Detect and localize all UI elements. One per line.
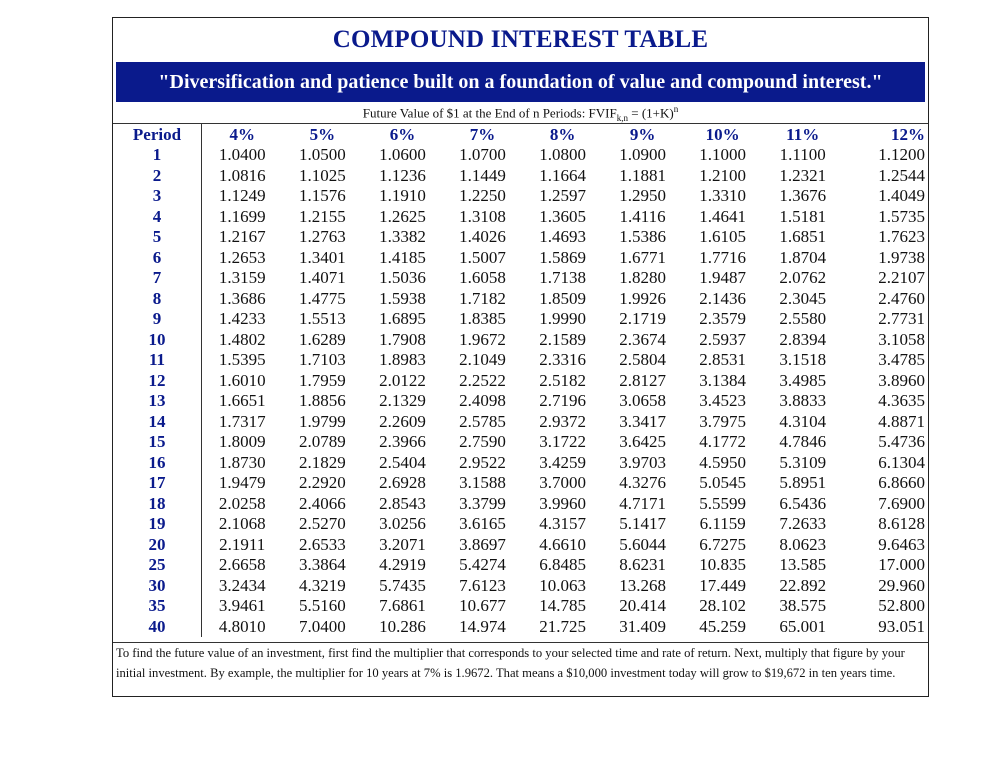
value-cell: 1.7138: [539, 268, 586, 288]
value-cell: 1.6895: [379, 309, 426, 329]
value-cell: 2.0789: [299, 432, 346, 452]
value-cell: 1.9990: [539, 309, 586, 329]
rate-column-header: 12%: [891, 124, 925, 144]
table-row: [113, 514, 928, 535]
period-cell: 3: [113, 186, 202, 207]
value-cell: 1.7103: [299, 350, 346, 370]
value-cell: 1.1699: [218, 206, 266, 226]
value-cell: 1.1249: [218, 186, 266, 206]
table-header-row: [113, 124, 928, 145]
period-cell: 19: [113, 514, 202, 535]
value-cell: 2.2609: [379, 411, 426, 431]
value-cell: 4.7171: [619, 493, 666, 513]
value-cell: 20.414: [619, 596, 666, 616]
value-cell: 2.6658: [218, 555, 266, 575]
period-cell: 1: [113, 145, 202, 166]
value-cell: 1.6851: [779, 227, 827, 247]
value-cell: 5.6044: [619, 534, 666, 554]
value-cell: 1.0700: [459, 145, 506, 165]
value-cell: 38.575: [779, 596, 827, 616]
value-cell: 1.0600: [379, 145, 426, 165]
rate-column-header: 7%: [469, 124, 496, 144]
value-cell: 1.1910: [379, 186, 426, 206]
table-row: [113, 494, 928, 515]
value-cell: 1.9926: [619, 288, 666, 308]
period-cell: 4: [113, 207, 202, 228]
value-cell: 4.6610: [539, 534, 586, 554]
value-cell: 1.8385: [459, 309, 506, 329]
value-cell: 4.3276: [619, 473, 666, 493]
value-cell: 7.6123: [459, 575, 506, 595]
table-row: [113, 309, 928, 330]
value-cell: 4.3104: [779, 411, 827, 431]
value-cell: 4.3635: [878, 391, 925, 411]
rate-column-header: 9%: [629, 124, 656, 144]
period-cell: 20: [113, 535, 202, 556]
table-row: [113, 371, 928, 392]
subtitle-prefix: Future Value of $1 at the End of n Periods: FVIF: [362, 105, 617, 121]
table-row: [113, 535, 928, 556]
value-cell: 2.2522: [459, 370, 506, 390]
value-cell: 3.0256: [379, 514, 426, 534]
value-cell: 7.6900: [878, 493, 925, 513]
value-cell: 8.6231: [619, 555, 666, 575]
value-cell: 2.8531: [699, 350, 747, 370]
value-cell: 3.4259: [539, 452, 586, 472]
value-cell: 1.5869: [539, 247, 586, 267]
value-cell: 1.9738: [878, 247, 925, 267]
value-cell: 2.4098: [459, 391, 506, 411]
value-cell: 1.1100: [779, 145, 826, 165]
value-cell: 52.800: [878, 596, 925, 616]
value-cell: 1.1664: [539, 165, 586, 185]
value-cell: 6.5436: [779, 493, 827, 513]
value-cell: 1.0400: [218, 145, 266, 165]
value-cell: 2.1589: [539, 329, 586, 349]
period-cell: 30: [113, 576, 202, 597]
value-cell: 10.286: [379, 616, 426, 636]
table-row: [113, 473, 928, 494]
table-row: [113, 207, 928, 228]
table-row: [113, 166, 928, 187]
value-cell: 3.8833: [779, 391, 827, 411]
value-cell: 2.4066: [299, 493, 346, 513]
value-cell: 2.5804: [619, 350, 666, 370]
document-frame: [112, 17, 929, 697]
value-cell: 3.1058: [878, 329, 925, 349]
value-cell: 2.7731: [878, 309, 925, 329]
value-cell: 2.9522: [459, 452, 506, 472]
value-cell: 3.6165: [459, 514, 506, 534]
value-cell: 21.725: [539, 616, 586, 636]
value-cell: 3.4785: [878, 350, 925, 370]
value-cell: 2.5580: [779, 309, 827, 329]
table-row: [113, 289, 928, 310]
period-cell: 11: [113, 350, 202, 371]
table-row: [113, 248, 928, 269]
value-cell: 2.8394: [779, 329, 827, 349]
value-cell: 5.3109: [779, 452, 827, 472]
value-cell: 2.5182: [539, 370, 586, 390]
value-cell: 1.2763: [299, 227, 346, 247]
value-cell: 3.1722: [539, 432, 586, 452]
value-cell: 2.5270: [299, 514, 346, 534]
value-cell: 1.5181: [779, 206, 827, 226]
value-cell: 1.9799: [299, 411, 346, 431]
value-cell: 1.5938: [379, 288, 426, 308]
value-cell: 1.2100: [699, 165, 747, 185]
value-cell: 3.9461: [218, 596, 266, 616]
value-cell: 3.4985: [779, 370, 827, 390]
table-row: [113, 453, 928, 474]
period-cell: 8: [113, 289, 202, 310]
value-cell: 10.677: [459, 596, 506, 616]
value-cell: 1.3401: [299, 247, 346, 267]
value-cell: 1.9487: [699, 268, 747, 288]
value-cell: 3.2071: [379, 534, 426, 554]
value-cell: 9.6463: [878, 534, 925, 554]
table-row: [113, 617, 928, 638]
period-cell: 14: [113, 412, 202, 433]
value-cell: 2.1719: [619, 309, 666, 329]
value-cell: 1.8704: [779, 247, 827, 267]
value-cell: 22.892: [779, 575, 827, 595]
value-cell: 1.6105: [699, 227, 747, 247]
value-cell: 1.8009: [218, 432, 266, 452]
value-cell: 1.0800: [539, 145, 586, 165]
period-cell: 7: [113, 268, 202, 289]
value-cell: 8.0623: [779, 534, 827, 554]
value-cell: 1.1200: [878, 145, 925, 165]
value-cell: 14.785: [539, 596, 586, 616]
value-cell: 10.063: [539, 575, 586, 595]
value-cell: 1.4233: [218, 309, 266, 329]
value-cell: 1.7317: [218, 411, 266, 431]
period-cell: 10: [113, 330, 202, 351]
value-cell: 1.2155: [299, 206, 346, 226]
value-cell: 1.1025: [299, 165, 346, 185]
value-cell: 2.1049: [459, 350, 506, 370]
value-cell: 5.7435: [379, 575, 426, 595]
subtitle-middle: = (1+K): [628, 105, 674, 121]
table-row: [113, 227, 928, 248]
value-cell: 2.3966: [379, 432, 426, 452]
value-cell: 1.2653: [218, 247, 266, 267]
value-cell: 8.6128: [878, 514, 925, 534]
value-cell: 1.5036: [379, 268, 426, 288]
value-cell: 1.6058: [459, 268, 506, 288]
value-cell: 17.449: [699, 575, 747, 595]
value-cell: 1.7182: [459, 288, 506, 308]
value-cell: 2.5937: [699, 329, 747, 349]
value-cell: 2.2107: [878, 268, 925, 288]
value-cell: 2.7590: [459, 432, 506, 452]
period-cell: 15: [113, 432, 202, 453]
value-cell: 1.5386: [619, 227, 666, 247]
quote-banner: "Diversification and patience built on a foundation of value and compound interest.": [116, 62, 925, 102]
value-cell: 1.5007: [459, 247, 506, 267]
value-cell: 5.0545: [699, 473, 747, 493]
value-cell: 1.5513: [299, 309, 346, 329]
value-cell: 2.7196: [539, 391, 586, 411]
period-cell: 35: [113, 596, 202, 617]
value-cell: 6.1304: [878, 452, 925, 472]
value-cell: 1.8730: [218, 452, 266, 472]
value-cell: 1.7908: [379, 329, 426, 349]
footnote-text: To find the future value of an investment, first find the multiplier that corresponds to your selected time and rate of return. Next, multiply that figure by your initial investment. By example, the multiplier for 10 years at 7% is 1.9672. That means a $10,000 investment today will grow to $19,672 in ten years time.: [116, 646, 905, 680]
value-cell: 1.3159: [218, 268, 266, 288]
value-cell: 2.5404: [379, 452, 426, 472]
value-cell: 3.8960: [878, 370, 925, 390]
value-cell: 1.4693: [539, 227, 586, 247]
subtitle-superscript: n: [673, 104, 679, 114]
value-cell: 1.1576: [299, 186, 346, 206]
value-cell: 1.9479: [218, 473, 266, 493]
value-cell: 2.4760: [878, 288, 925, 308]
period-cell: 13: [113, 391, 202, 412]
rate-column-header: 5%: [309, 124, 336, 144]
value-cell: 1.6289: [299, 329, 346, 349]
value-cell: 1.3382: [379, 227, 426, 247]
value-cell: 1.4775: [299, 288, 346, 308]
table-row: [113, 596, 928, 617]
value-cell: 1.8509: [539, 288, 586, 308]
period-cell: 40: [113, 617, 202, 638]
value-cell: 6.7275: [699, 534, 747, 554]
value-cell: 31.409: [619, 616, 666, 636]
value-cell: 65.001: [779, 616, 827, 636]
rate-column-header: 10%: [705, 124, 740, 144]
value-cell: 1.9672: [459, 329, 506, 349]
value-cell: 3.1588: [459, 473, 506, 493]
period-cell: 6: [113, 248, 202, 269]
value-cell: 1.8280: [619, 268, 666, 288]
value-cell: 1.4071: [299, 268, 346, 288]
period-column-header: Period: [113, 124, 202, 145]
value-cell: 1.7716: [699, 247, 747, 267]
value-cell: 3.4523: [699, 391, 747, 411]
period-cell: 5: [113, 227, 202, 248]
value-cell: 1.1236: [379, 165, 426, 185]
value-cell: 1.2167: [218, 227, 266, 247]
value-cell: 2.8543: [379, 493, 426, 513]
value-cell: 7.6861: [379, 596, 426, 616]
subtitle-subscript: k,n: [616, 112, 628, 123]
value-cell: 45.259: [699, 616, 747, 636]
period-cell: 2: [113, 166, 202, 187]
value-cell: 2.3316: [539, 350, 586, 370]
value-cell: 1.1000: [699, 145, 747, 165]
value-cell: 1.8856: [299, 391, 346, 411]
value-cell: 17.000: [878, 555, 925, 575]
value-cell: 13.585: [779, 555, 827, 575]
value-cell: 5.8951: [779, 473, 827, 493]
value-cell: 4.2919: [379, 555, 426, 575]
value-cell: 1.0816: [218, 165, 266, 185]
value-cell: 2.9372: [539, 411, 586, 431]
value-cell: 1.6771: [619, 247, 666, 267]
table-row: [113, 268, 928, 289]
value-cell: 2.0122: [379, 370, 426, 390]
value-cell: 13.268: [619, 575, 666, 595]
period-cell: 25: [113, 555, 202, 576]
value-cell: 3.3417: [619, 411, 666, 431]
value-cell: 3.9703: [619, 452, 666, 472]
interest-table-container: [113, 123, 928, 643]
table-row: [113, 145, 928, 166]
value-cell: 1.2625: [379, 206, 426, 226]
value-cell: 4.1772: [699, 432, 747, 452]
value-cell: 4.7846: [779, 432, 827, 452]
value-cell: 3.7000: [539, 473, 586, 493]
value-cell: 2.1436: [699, 288, 747, 308]
value-cell: 3.9960: [539, 493, 586, 513]
value-cell: 3.3799: [459, 493, 506, 513]
rate-column-header: 6%: [389, 124, 416, 144]
value-cell: 2.1068: [218, 514, 266, 534]
value-cell: 3.2434: [218, 575, 266, 595]
value-cell: 5.4274: [459, 555, 506, 575]
value-cell: 1.7623: [878, 227, 925, 247]
value-cell: 5.1417: [619, 514, 666, 534]
value-cell: 1.5735: [878, 206, 925, 226]
value-cell: 1.3686: [218, 288, 266, 308]
value-cell: 2.1911: [219, 534, 266, 554]
value-cell: 1.2250: [459, 186, 506, 206]
value-cell: 14.974: [459, 616, 506, 636]
value-cell: 2.3579: [699, 309, 747, 329]
value-cell: 6.8485: [539, 555, 586, 575]
value-cell: 1.4049: [878, 186, 925, 206]
period-cell: 17: [113, 473, 202, 494]
value-cell: 2.1329: [379, 391, 426, 411]
value-cell: 1.0900: [619, 145, 666, 165]
table-subtitle: [113, 104, 928, 123]
value-cell: 10.835: [699, 555, 747, 575]
value-cell: 2.8127: [619, 370, 666, 390]
value-cell: 4.3219: [299, 575, 346, 595]
value-cell: 3.6425: [619, 432, 666, 452]
value-cell: 6.8660: [878, 473, 925, 493]
value-cell: 1.4116: [619, 206, 666, 226]
value-cell: 5.4736: [878, 432, 925, 452]
value-cell: 3.8697: [459, 534, 506, 554]
value-cell: 2.0762: [779, 268, 827, 288]
interest-table: [113, 124, 928, 637]
value-cell: 1.2950: [619, 186, 666, 206]
period-cell: 9: [113, 309, 202, 330]
value-cell: 2.1829: [299, 452, 346, 472]
table-row: [113, 412, 928, 433]
value-cell: 1.8983: [379, 350, 426, 370]
value-cell: 2.5785: [459, 411, 506, 431]
value-cell: 2.6928: [379, 473, 426, 493]
value-cell: 1.2321: [779, 165, 827, 185]
value-cell: 2.0258: [218, 493, 266, 513]
value-cell: 1.6651: [218, 391, 266, 411]
table-row: [113, 576, 928, 597]
value-cell: 5.5160: [299, 596, 346, 616]
value-cell: 1.7959: [299, 370, 346, 390]
value-cell: 1.6010: [218, 370, 266, 390]
value-cell: 2.3045: [779, 288, 827, 308]
rate-column-header: 8%: [549, 124, 576, 144]
table-row: [113, 330, 928, 351]
value-cell: 3.0658: [619, 391, 666, 411]
table-row: [113, 391, 928, 412]
value-cell: 1.4026: [459, 227, 506, 247]
value-cell: 1.4641: [699, 206, 747, 226]
value-cell: 1.3676: [779, 186, 827, 206]
period-cell: 16: [113, 453, 202, 474]
value-cell: 28.102: [699, 596, 747, 616]
value-cell: 93.051: [878, 616, 925, 636]
value-cell: 2.6533: [299, 534, 346, 554]
value-cell: 1.3108: [459, 206, 506, 226]
value-cell: 4.8010: [218, 616, 266, 636]
value-cell: 1.5395: [218, 350, 266, 370]
value-cell: 1.3605: [539, 206, 586, 226]
rate-column-header: 11%: [786, 124, 820, 144]
value-cell: 1.4185: [379, 247, 426, 267]
value-cell: 4.3157: [539, 514, 586, 534]
value-cell: 3.7975: [699, 411, 747, 431]
value-cell: 5.5599: [699, 493, 747, 513]
value-cell: 4.5950: [699, 452, 747, 472]
value-cell: 29.960: [878, 575, 925, 595]
value-cell: 1.2597: [539, 186, 586, 206]
value-cell: 4.8871: [878, 411, 925, 431]
value-cell: 1.1881: [619, 165, 666, 185]
table-row: [113, 555, 928, 576]
value-cell: 7.2633: [779, 514, 827, 534]
table-row: [113, 350, 928, 371]
value-cell: 6.1159: [699, 514, 746, 534]
value-cell: 7.0400: [299, 616, 346, 636]
page-title: COMPOUND INTEREST TABLE: [332, 26, 709, 53]
period-cell: 12: [113, 371, 202, 392]
value-cell: 1.2544: [878, 165, 925, 185]
value-cell: 3.1384: [699, 370, 747, 390]
value-cell: 1.4802: [218, 329, 266, 349]
value-cell: 2.3674: [619, 329, 666, 349]
period-cell: 18: [113, 494, 202, 515]
table-row: [113, 186, 928, 207]
value-cell: 1.3310: [699, 186, 747, 206]
value-cell: 2.2920: [299, 473, 346, 493]
table-row: [113, 432, 928, 453]
value-cell: 3.3864: [299, 555, 346, 575]
value-cell: 3.1518: [779, 350, 827, 370]
rate-column-header: 4%: [229, 124, 255, 144]
table-body: [113, 145, 928, 637]
value-cell: 1.0500: [299, 145, 346, 165]
value-cell: 1.1449: [459, 165, 506, 185]
